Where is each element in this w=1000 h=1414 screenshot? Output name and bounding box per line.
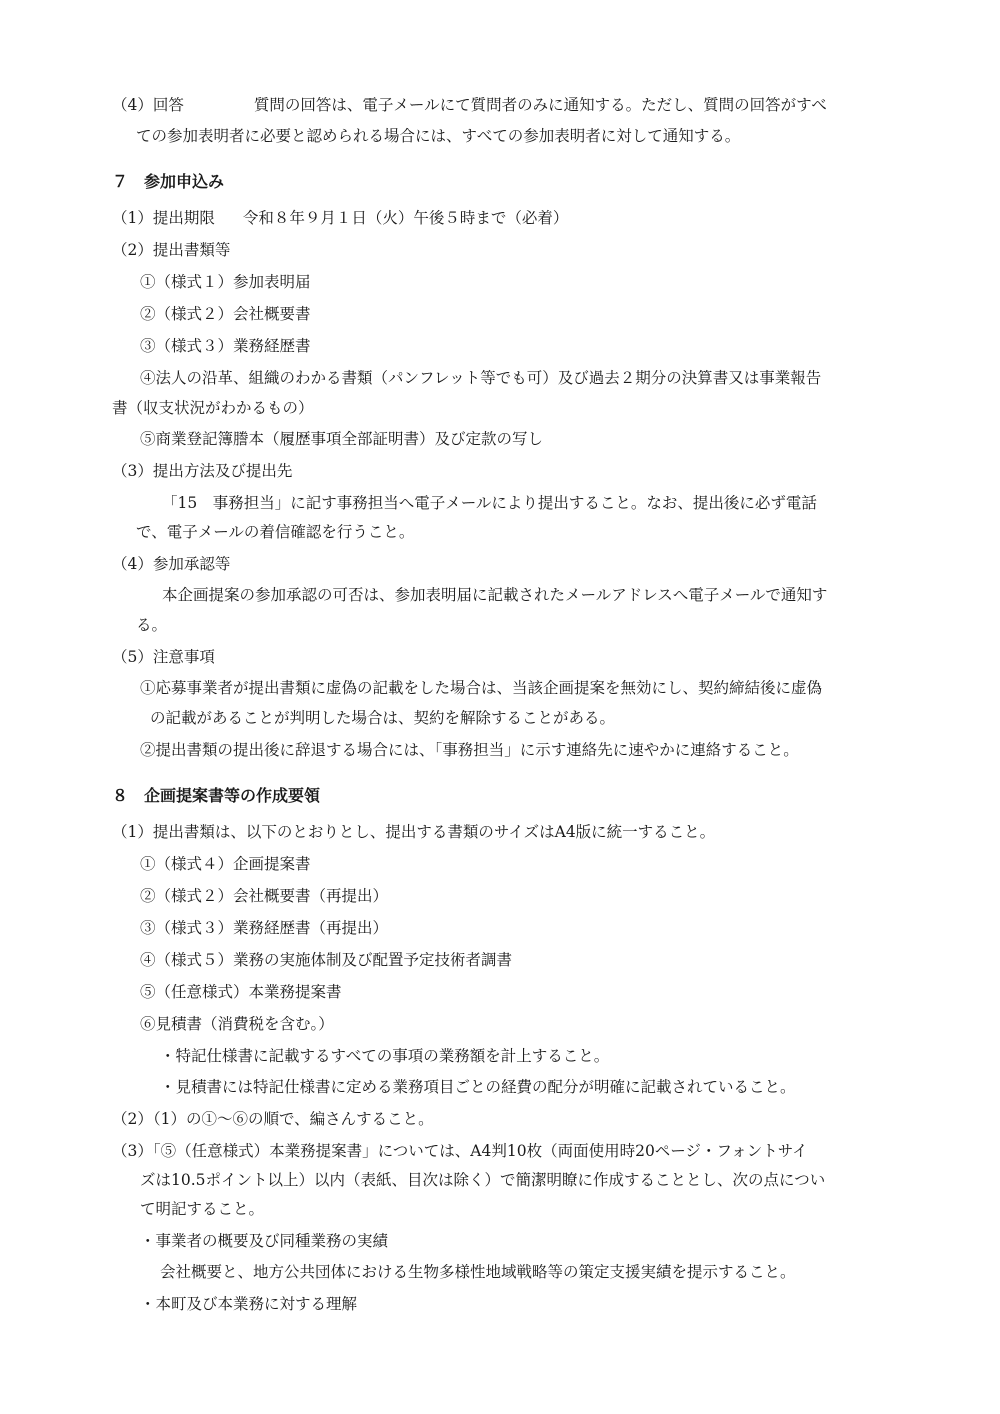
estimate-bullet: ・特記仕様書に記載するすべての事項の業務額を計上すること。 [160, 1047, 610, 1065]
sec8-doc-item: ④（様式５）業務の実施体制及び配置予定技術者調書 [140, 951, 513, 969]
q4-answer-text1: 質問の回答は、電子メールにて質問者のみに通知する。ただし、質問の回答がすべ [253, 96, 827, 114]
method-label: （3）提出方法及び提出先 [112, 462, 293, 480]
doc-item: ②（様式２）会社概要書 [140, 305, 311, 323]
method-text2: で、電子メールの着信確認を行うこと。 [136, 523, 415, 541]
sec8-doc-item: ②（様式２）会社概要書（再提出） [140, 887, 389, 905]
sec8-doc-item: ①（様式４）企画提案書 [140, 855, 311, 873]
deadline-value: 令和８年９月１日（火）午後５時まで（必着） [242, 209, 569, 227]
sec8-item2: （2）（1）の①～⑥の順で、編さんすること。 [112, 1110, 434, 1128]
bullet-company-overview-text: 会社概要と、地方公共団体における生物多様性地域戦略等の策定支援実績を提示すること。 [160, 1263, 796, 1281]
note2-text: ②提出書類の提出後に辞退する場合には、「事務担当」に示す連絡先に速やかに連絡すること。 [140, 741, 799, 759]
q4-answer-text2: ての参加表明者に必要と認められる場合には、すべての参加表明者に対して通知する。 [136, 127, 741, 145]
section-8-heading: ８ 企画提案書等の作成要領 [112, 786, 321, 805]
sec8-doc-item: ③（様式３）業務経歴書（再提出） [140, 919, 389, 937]
bullet-understanding: ・本町及び本業務に対する理解 [140, 1295, 358, 1313]
doc-item: ③（様式３）業務経歴書 [140, 337, 311, 355]
notes-label: （5）注意事項 [112, 648, 215, 666]
section-7-heading: ７ 参加申込み [112, 172, 225, 191]
doc-item: ①（様式１）参加表明届 [140, 273, 311, 291]
estimate-bullet: ・見積書には特記仕様書に定める業務項目ごとの経費の配分が明確に記載されていること。 [160, 1078, 796, 1096]
approval-text1: 本企画提案の参加承認の可否は、参加表明届に記載されたメールアドレスへ電子メールで通知す [162, 586, 828, 604]
sec8-item3-line2: ズは10.5ポイント以上）以内（表紙、目次は除く）で簡潔明瞭に作成することとし、次の点につい [140, 1171, 826, 1189]
sec8-item3-line3: て明記すること。 [140, 1200, 265, 1218]
note1-text1: ①応募事業者が提出書類に虚偽の記載をした場合は、当該企画提案を無効にし、契約締結後に虚偽 [140, 679, 823, 697]
q4-answer-line1 [112, 95, 827, 115]
doc-item-continued: 書（収支状況がわかるもの） [112, 399, 314, 417]
sec8-doc-item: ⑤（任意様式）本業務提案書 [140, 983, 342, 1001]
note1-text2: の記載があることが判明した場合は、契約を解除することがある。 [150, 709, 616, 727]
deadline-line [112, 208, 568, 228]
sec8-item3-line1: （3）「⑤（任意様式）本業務提案書」については、A4判10枚（両面使用時20ページ・フォントサイ [112, 1142, 808, 1160]
bullet-company-overview: ・事業者の概要及び同種業務の実績 [140, 1232, 389, 1250]
sec8-doc-item: ⑥見積書（消費税を含む。） [140, 1015, 334, 1033]
sec8-item1: （1）提出書類は、以下のとおりとし、提出する書類のサイズはA4版に統一すること。 [112, 823, 716, 841]
approval-label: （4）参加承認等 [112, 555, 231, 573]
doc-item: ⑤商業登記簿謄本（履歴事項全部証明書）及び定款の写し [140, 430, 544, 448]
deadline-label: （1）提出期限 [112, 209, 215, 227]
approval-text2: る。 [136, 616, 168, 634]
method-text1: 「15 事務担当」に記す事務担当へ電子メールにより提出すること。なお、提出後に必ず電話 [162, 494, 817, 512]
doc-item: ④法人の沿革、組織のわかる書類（パンフレット等でも可）及び過去２期分の決算書又は事業報告 [140, 369, 822, 387]
docs-label: （2）提出書類等 [112, 241, 231, 259]
q4-answer-label: （4）回答 [112, 96, 184, 114]
